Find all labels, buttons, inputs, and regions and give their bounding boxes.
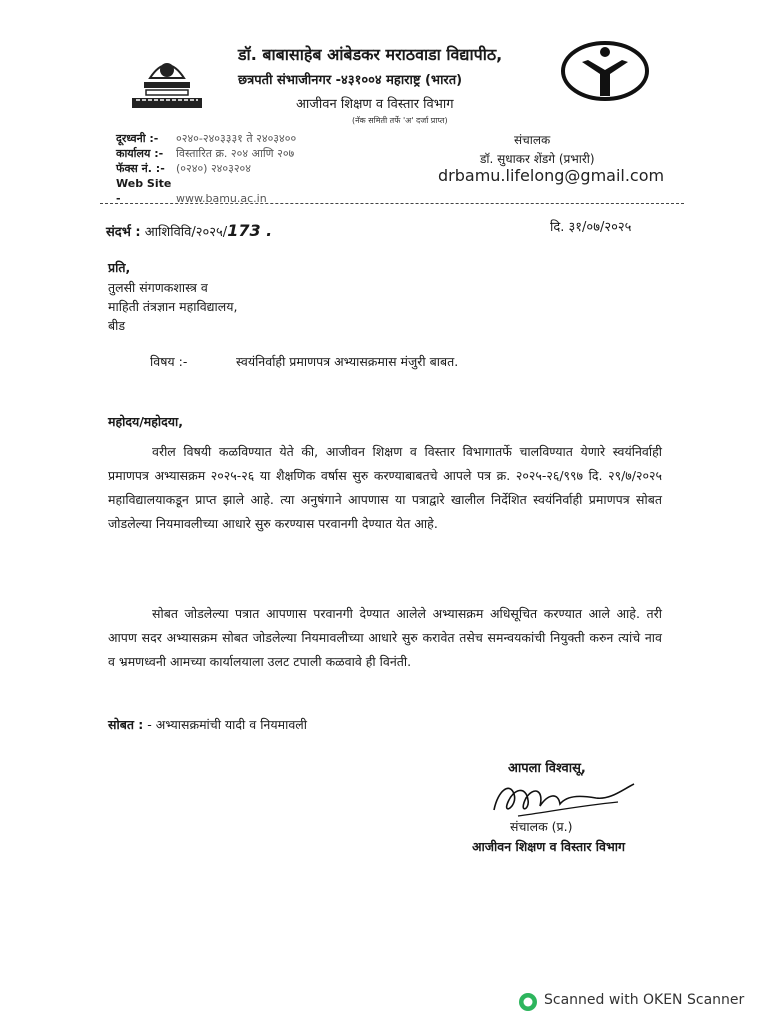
recipient-line-2: माहिती तंत्रज्ञान महाविद्यालय, — [108, 299, 238, 314]
reference-value: आशिविवि/२०२५/ — [144, 225, 228, 240]
website-value: www.bamu.ac.in — [176, 192, 267, 205]
department-name: आजीवन शिक्षण व विस्तार विभाग — [296, 97, 454, 112]
recipient-line-1: तुलसी संगणकशास्त्र व — [108, 280, 208, 295]
enclosure-line — [108, 716, 307, 733]
phone-value: ०२४०-२४०३३३१ ते २४०३४०० — [176, 132, 297, 145]
reference-label: संदर्भ : — [106, 225, 141, 240]
enclosure-label: सोबत : — [108, 717, 144, 732]
office-label: कार्यालय :- — [116, 147, 164, 160]
fax-label: फॅक्स नं. :- — [116, 162, 165, 175]
website-label: Web Site - — [116, 177, 172, 205]
closing: आपला विश्वासू, — [508, 761, 586, 776]
signatory-department: आजीवन शिक्षण व विस्तार विभाग — [472, 839, 626, 854]
accreditation-note: (नॅक समिती तर्फे 'अ' दर्जा प्राप्त) — [352, 116, 448, 125]
university-logo — [122, 48, 212, 110]
university-address: छत्रपती संभाजीनगर -४३१००४ महाराष्ट्र (भारत) — [238, 73, 463, 88]
letter-date: दि. ३१/०७/२०२५ — [550, 220, 632, 235]
paragraph-1: वरील विषयी कळविण्यात येते की, आजीवन शिक्षण व विस्तार विभागातर्फे चालविण्यात येणारे स्वयंनिर्वाही प्रमाणपत्र अभ्यासक्रम २०२५-२६ या शैक्षणिक वर्षास सुरु करण्याबाबतचे आपले पत्र क्र. २०२५-२६/९९७ दि. २९/७/२०२५ महाविद्यालयाकडून प्राप्त झाले आहे. त्या अनुषंगाने आपणास या पत्राद्वारे खालील निर्देशित स्वयंनिर्वाही प्रमाणपत्र सोबत जोडलेल्या नियमावलीच्या आधारे सुरु करण्यास परवानगी देण्यात येत आहे. — [108, 444, 662, 531]
office-value: विस्तारित क्र. २०४ आणि २०७ — [176, 147, 295, 160]
contact-block — [116, 131, 296, 206]
director-name: डॉ. सुधाकर शेंडगे (प्रभारी) — [480, 152, 595, 166]
to-label: प्रति, — [108, 260, 131, 275]
signature — [488, 776, 638, 824]
reference-number: 173 . — [227, 221, 273, 240]
reference-line — [106, 221, 272, 240]
scanner-logo-icon — [518, 992, 538, 1012]
phone-label: दूरध्वनी :- — [116, 132, 159, 145]
department-logo — [560, 40, 650, 102]
fax-value: (०२४०) २४०३२०४ — [176, 162, 251, 175]
subject-value: स्वयंनिर्वाही प्रमाणपत्र अभ्यासक्रमास मंजुरी बाबत. — [236, 354, 459, 369]
header-divider — [100, 203, 684, 204]
signatory-title: संचालक (प्र.) — [510, 819, 573, 834]
paragraph-2: सोबत जोडलेल्या पत्रात आपणास परवानगी देण्यात आलेले अभ्यासक्रम अधिसूचित करण्यात आले आहे. तरी आपण सदर अभ्यासक्रम सोबत जोडलेल्या नियमावलीच्या आधारे सुरु करावेत तसेच समन्वयकांची नियुक्ती करुन त्यांचे नाव व भ्रमणध्वनी आमच्या कार्यालयाला उलट टपाली कळवावे ही विनंती. — [108, 606, 662, 669]
salutation: महोदय/महोदया, — [108, 414, 184, 429]
director-email: drbamu.lifelong@gmail.com — [438, 166, 665, 185]
university-name: डॉ. बाबासाहेब आंबेडकर मराठवाडा विद्यापीठ, — [238, 45, 503, 64]
subject-label: विषय :- — [150, 354, 188, 369]
recipient-line-3: बीड — [108, 318, 126, 333]
enclosure-value: - अभ्यासक्रमांची यादी व नियमावली — [147, 717, 307, 732]
scanner-watermark: Scanned with OKEN Scanner — [544, 992, 745, 1008]
director-title: संचालक — [514, 133, 551, 147]
